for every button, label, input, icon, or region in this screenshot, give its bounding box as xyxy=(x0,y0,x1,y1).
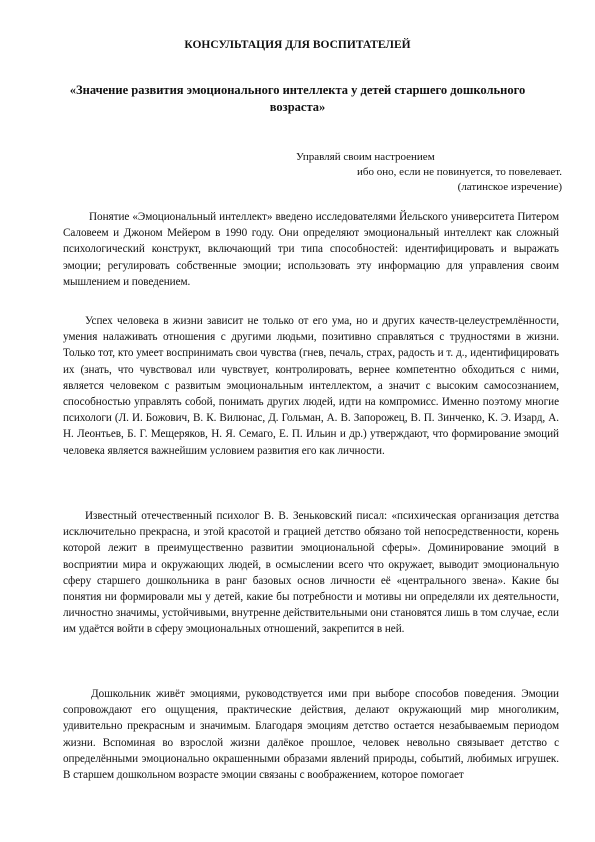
paragraph-4: Дошкольник живёт эмоциями, руководствуется ими при выборе способов поведения. Эмоции сопровождают его ощущения, практические действия, делают окружающий мир многоликим, удивительно прекрасным и значимым. Благодаря эмоциям детство остается незабываемым периодом жизни. Вспоминая во взрослой жизни далёкое прошлое, человек невольно связывает детство с определёнными эмоционально окрашенными образами явлений природы, событий, любимых игрушек. В старшем дошкольном возрасте эмоции связаны с воображением, которое помогает xyxy=(63,688,559,782)
document-heading: КОНСУЛЬТАЦИЯ ДЛЯ ВОСПИТАТЕЛЕЙ xyxy=(184,39,411,51)
epigraph-source: (латинское изречение) xyxy=(457,181,562,193)
paragraph-2: Успех человека в жизни зависит не только от его ума, но и других качеств-целеустремлённости, умения налаживать отношения с другими людьми, позитивно справляться с трудностями в жизни. Только тот, кто умеет воспринимать свои чувства (гнев, печаль, страх, радость и т. д., идентифицировать их (знать, что чувствовал или чувствует, контролировать, вернее компетентно обходиться с ними, является человеком с развитым эмоциональным интеллектом, а значит с высоким самосознанием, способностью управлять собой, понимать других людей, идти на компромисс. Именно поэтому многие психологи (Л. И. Божович, В. К. Вилюнас, Д. Гольман, А. В. Запорожец, В. П. Зинченко, К. Э. Изард, А. Н. Леонтьев, Б. Г. Мещеряков, Н. Я. Семаго, Е. П. Ильин и др.) утверждают, что формирование эмоций человека является важнейшим условием развития его как личности. xyxy=(63,315,559,457)
epigraph-line-1: Управляй своим настроением xyxy=(296,151,435,163)
document-subtitle: «Значение развития эмоционального интеллекта у детей старшего дошкольного возраста» xyxy=(69,83,526,114)
epigraph xyxy=(290,150,562,195)
paragraph-3: Известный отечественный психолог В. В. Зеньковский писал: «психическая организация детства исключительно прекрасна, и этой красотой и грацией детство обязано той непосредственности, корень которой лежит в преимущественно развитии эмоциональной сферы». Доминирование эмоций в восприятии мира и окружающих людей, в осмыслении всего что окружает, выводит эмоциональную сферу старшего дошкольника в ранг базовых основ личности её «центрального звена». Какие бы понятия ни формировали мы у детей, какие бы потребности и мотивы ни определяли их деятельности, личностно значимы, устойчивыми, внутренне действительными они становятся лишь в том случае, если им удаётся войти в сферу эмоциональных отношений, закрепится в ней. xyxy=(63,510,559,636)
epigraph-line-2: ибо оно, если не повинуется, то повелевает. xyxy=(356,166,562,178)
paragraph-1: Понятие «Эмоциональный интеллект» введено исследователями Йельского университета Питером Саловеем и Джоном Мейером в 1990 году. Они определяют эмоциональный интеллект как сложный психологический конструкт, включающий три типа способностей: идентифицировать и выражать эмоции; регулировать собственные эмоции; использовать эту информацию для управления своим мышлением и поведением. xyxy=(63,211,559,288)
